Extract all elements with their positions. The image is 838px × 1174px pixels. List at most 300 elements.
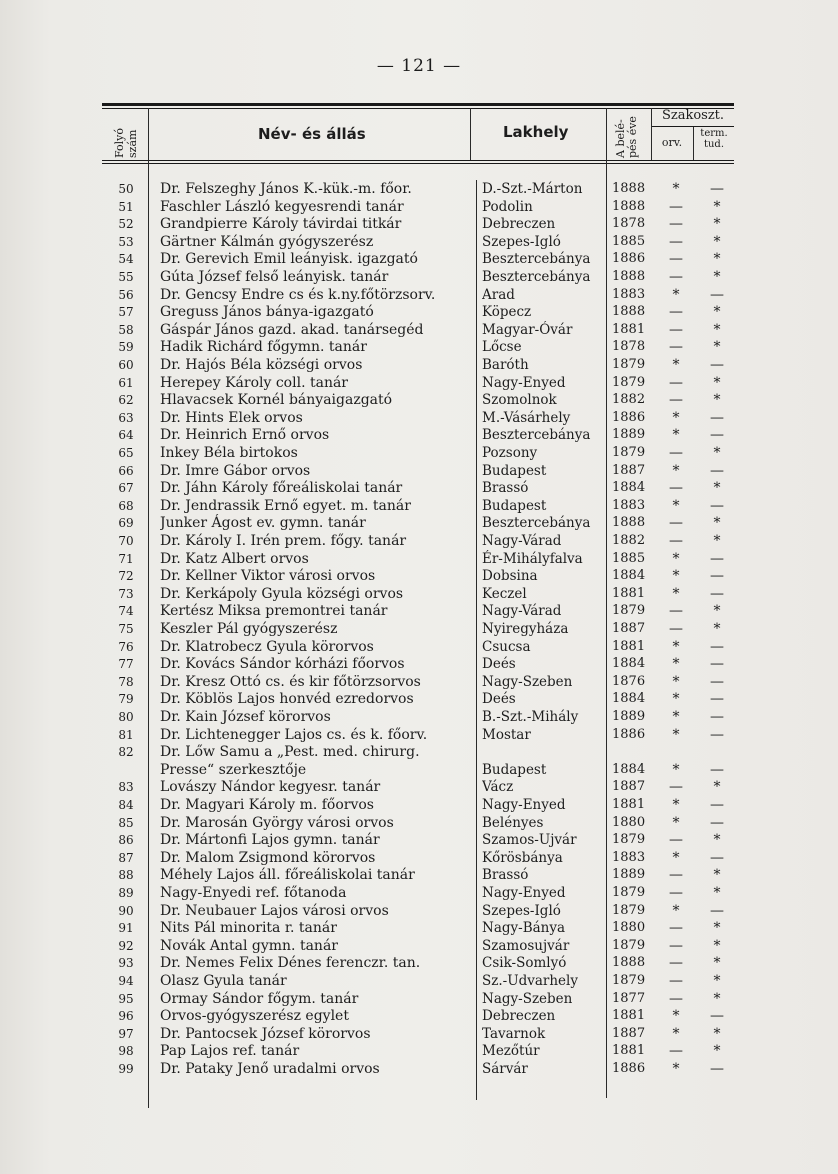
term-tud-mark: — bbox=[710, 1061, 724, 1077]
join-year: 1879 bbox=[612, 885, 646, 900]
table-row bbox=[0, 726, 838, 744]
row-number: 83 bbox=[118, 780, 134, 795]
join-year: 1887 bbox=[612, 462, 646, 478]
member-place: Besztercebánya bbox=[482, 251, 591, 268]
term-tud-mark: * bbox=[713, 321, 721, 338]
join-year: 1884 bbox=[612, 480, 646, 496]
member-place: Sz.-Udvarhely bbox=[482, 973, 578, 989]
join-year: 1887 bbox=[612, 779, 646, 795]
member-name: Dr. Heinrich Ernő orvos bbox=[160, 427, 330, 444]
table-row bbox=[0, 972, 838, 990]
row-number: 72 bbox=[118, 569, 134, 584]
orv-mark: * bbox=[672, 286, 680, 303]
term-tud-mark: — bbox=[710, 409, 724, 426]
join-year: 1876 bbox=[612, 673, 646, 689]
join-year: 1885 bbox=[612, 233, 646, 249]
row-number: 57 bbox=[118, 305, 134, 320]
term-tud-mark: — bbox=[710, 550, 724, 567]
term-tud-mark: * bbox=[713, 990, 721, 1007]
join-year: 1887 bbox=[612, 621, 646, 636]
table-row bbox=[0, 1060, 838, 1078]
orv-mark: * bbox=[672, 902, 680, 919]
orv-mark: — bbox=[669, 885, 683, 901]
term-tud-mark: * bbox=[713, 973, 721, 989]
row-number: 68 bbox=[118, 498, 134, 513]
join-year: 1884 bbox=[612, 656, 646, 672]
row-number: 87 bbox=[118, 850, 134, 865]
member-name: Dr. Imre Gábor orvos bbox=[160, 462, 311, 479]
term-tud-mark: * bbox=[713, 885, 721, 901]
member-place: Lőcse bbox=[482, 339, 522, 356]
member-place: Pozsony bbox=[482, 445, 538, 461]
join-year: 1879 bbox=[612, 603, 646, 619]
orv-mark: * bbox=[672, 357, 680, 373]
member-place: Magyar-Óvár bbox=[482, 321, 573, 338]
orv-mark: * bbox=[672, 638, 680, 655]
member-name: Dr. Kerkápoly Gyula községi orvos bbox=[160, 585, 404, 602]
term-tud-mark: — bbox=[710, 761, 724, 778]
member-name: Dr. Neubauer Lajos városi orvos bbox=[160, 902, 389, 919]
orv-mark: * bbox=[672, 1025, 680, 1042]
join-year: 1889 bbox=[612, 867, 646, 883]
row-number: 58 bbox=[118, 322, 134, 337]
join-year: 1878 bbox=[612, 339, 646, 355]
row-number: 60 bbox=[118, 358, 134, 372]
member-name: Herepey Károly coll. tanár bbox=[160, 374, 348, 391]
member-name: Inkey Béla birtokos bbox=[160, 445, 298, 461]
term-tud-mark: — bbox=[710, 656, 724, 673]
table-row bbox=[0, 268, 838, 286]
orv-mark: * bbox=[672, 181, 680, 197]
orv-mark: — bbox=[669, 480, 683, 497]
orv-mark: — bbox=[669, 603, 683, 620]
table-row bbox=[0, 532, 838, 550]
member-name: Pap Lajos ref. tanár bbox=[160, 1043, 300, 1060]
row-number: 67 bbox=[118, 481, 134, 496]
table-row bbox=[0, 849, 838, 867]
member-place: Podolin bbox=[482, 198, 533, 215]
table-row bbox=[0, 761, 838, 779]
member-name: Dr. Lőw Samu a „Pest. med. chirurg. bbox=[160, 744, 420, 761]
term-tud-mark: — bbox=[710, 638, 724, 655]
join-year: 1883 bbox=[612, 849, 646, 865]
join-year: 1882 bbox=[612, 533, 646, 548]
header-bottom-rule bbox=[102, 160, 734, 161]
member-place: Besztercebánya bbox=[482, 427, 591, 444]
table-row bbox=[0, 374, 838, 392]
member-name: Lovászy Nándor kegyesr. tanár bbox=[160, 779, 381, 796]
orv-mark: * bbox=[672, 585, 680, 602]
table-row bbox=[0, 655, 838, 673]
member-place: Szamos-Ujvár bbox=[482, 832, 577, 849]
join-year: 1883 bbox=[612, 286, 646, 302]
top-rule bbox=[102, 103, 734, 106]
member-name: Presse“ szerkesztője bbox=[160, 761, 307, 778]
header-nev-allas: Név- és állás bbox=[258, 125, 366, 143]
join-year: 1881 bbox=[612, 638, 646, 654]
member-place: M.-Vásárhely bbox=[482, 409, 571, 426]
member-place: Csik-Somlyó bbox=[482, 955, 567, 972]
member-place: Arad bbox=[482, 286, 515, 303]
row-number: 56 bbox=[118, 287, 134, 302]
table-row bbox=[0, 1042, 838, 1060]
row-number: 96 bbox=[118, 1009, 134, 1024]
orv-mark: — bbox=[669, 955, 683, 972]
member-place: Köpecz bbox=[482, 304, 532, 321]
row-number: 80 bbox=[118, 710, 134, 724]
term-tud-mark: * bbox=[713, 937, 721, 954]
row-number: 71 bbox=[118, 551, 134, 566]
join-year: 1888 bbox=[612, 198, 646, 214]
orv-mark: * bbox=[672, 1008, 680, 1025]
member-name: Dr. Jendrassik Ernő egyet. m. tanár bbox=[160, 497, 411, 514]
member-name: Dr. Gerevich Emil leányisk. igazgató bbox=[160, 251, 418, 268]
table-row bbox=[0, 286, 838, 304]
member-place: Brassó bbox=[482, 867, 529, 884]
join-year: 1879 bbox=[612, 374, 646, 390]
join-year: 1886 bbox=[612, 251, 646, 267]
join-year: 1886 bbox=[612, 1061, 646, 1076]
term-tud-mark: * bbox=[713, 445, 721, 461]
table-row bbox=[0, 567, 838, 585]
table-row bbox=[0, 338, 838, 356]
member-place: Deés bbox=[482, 656, 516, 673]
member-name: Kertész Miksa premontrei tanár bbox=[160, 603, 388, 620]
orv-mark: — bbox=[669, 920, 683, 937]
term-tud-mark: * bbox=[713, 269, 721, 285]
member-place: Nagy-Bánya bbox=[482, 920, 566, 937]
orv-mark: — bbox=[669, 867, 683, 884]
row-number: 77 bbox=[118, 657, 134, 672]
row-number: 95 bbox=[118, 991, 134, 1006]
row-number: 76 bbox=[118, 639, 134, 654]
table-row bbox=[0, 1007, 838, 1025]
join-year: 1882 bbox=[612, 392, 646, 408]
member-place: Baróth bbox=[482, 357, 529, 373]
join-year: 1883 bbox=[612, 497, 646, 513]
orv-mark: — bbox=[669, 374, 683, 391]
term-tud-mark: * bbox=[713, 233, 721, 250]
orv-mark: — bbox=[669, 392, 683, 409]
table-row bbox=[0, 1025, 838, 1043]
header-orv: orv. bbox=[661, 136, 683, 149]
table-row bbox=[0, 198, 838, 216]
member-place: Debreczen bbox=[482, 216, 556, 233]
member-name: Hadik Richárd főgymn. tanár bbox=[160, 339, 367, 356]
join-year: 1879 bbox=[612, 832, 646, 848]
join-year: 1879 bbox=[612, 937, 646, 953]
term-tud-mark: — bbox=[710, 585, 724, 602]
member-place: Tavarnok bbox=[482, 1025, 546, 1042]
row-number: 78 bbox=[118, 674, 134, 689]
page-number: — 121 — bbox=[376, 56, 462, 76]
term-tud-mark: * bbox=[713, 515, 721, 532]
member-place: Besztercebánya bbox=[482, 269, 591, 285]
join-year: 1886 bbox=[612, 409, 646, 425]
member-name: Dr. Kresz Ottó cs. és kir főtörzsorvos bbox=[160, 673, 421, 690]
term-tud-mark: — bbox=[710, 462, 724, 479]
join-year: 1889 bbox=[612, 709, 646, 724]
join-year: 1885 bbox=[612, 550, 646, 566]
orv-mark: — bbox=[669, 533, 683, 549]
orv-mark: — bbox=[669, 621, 683, 637]
orv-mark: — bbox=[669, 1043, 683, 1060]
member-place: Budapest bbox=[482, 462, 547, 479]
member-place: Debreczen bbox=[482, 1008, 556, 1025]
column-divider bbox=[470, 108, 471, 160]
member-place: Deés bbox=[482, 691, 516, 708]
join-year: 1879 bbox=[612, 445, 646, 460]
member-name: Dr. Mártonfi Lajos gymn. tanár bbox=[160, 832, 380, 849]
join-year: 1887 bbox=[612, 1025, 646, 1041]
member-name: Dr. Magyari Károly m. főorvos bbox=[160, 797, 374, 813]
term-tud-mark: * bbox=[713, 832, 721, 849]
member-place: Sárvár bbox=[482, 1061, 528, 1077]
member-name: Dr. Kellner Viktor városi orvos bbox=[160, 568, 376, 585]
join-year: 1888 bbox=[612, 304, 646, 320]
term-tud-mark: * bbox=[713, 216, 721, 233]
orv-mark: * bbox=[672, 797, 680, 813]
member-place: B.-Szt.-Mihály bbox=[482, 709, 579, 725]
term-tud-mark: * bbox=[713, 374, 721, 391]
orv-mark: — bbox=[669, 251, 683, 268]
row-number: 88 bbox=[118, 868, 134, 883]
header-polyo-szam: Folyó szám bbox=[113, 127, 139, 158]
member-name: Dr. Károly I. Irén prem. főgy. tanár bbox=[160, 533, 407, 549]
row-number: 86 bbox=[118, 833, 134, 848]
member-place: Nyiregyháza bbox=[482, 621, 569, 637]
join-year: 1888 bbox=[612, 269, 646, 284]
table-row bbox=[0, 814, 838, 832]
member-name: Dr. Pataky Jenő uradalmi orvos bbox=[160, 1061, 380, 1077]
row-number: 69 bbox=[118, 516, 134, 531]
orv-mark: — bbox=[669, 832, 683, 849]
term-tud-mark: * bbox=[713, 867, 721, 884]
join-year: 1888 bbox=[612, 955, 646, 971]
member-name: Dr. Jáhn Károly főreáliskolai tanár bbox=[160, 480, 403, 497]
table-row bbox=[0, 321, 838, 339]
member-name: Dr. Kain József körorvos bbox=[160, 709, 331, 725]
table-row bbox=[0, 233, 838, 251]
orv-mark: * bbox=[672, 409, 680, 426]
term-tud-mark: — bbox=[710, 709, 724, 725]
orv-mark: — bbox=[669, 779, 683, 796]
member-place: Mostar bbox=[482, 726, 531, 743]
member-place: Vácz bbox=[482, 779, 514, 796]
table-row bbox=[0, 409, 838, 427]
table-row bbox=[0, 585, 838, 603]
row-number: 53 bbox=[118, 234, 134, 249]
term-tud-mark: * bbox=[713, 955, 721, 972]
member-place: Nagy-Szeben bbox=[482, 990, 573, 1007]
orv-mark: — bbox=[669, 198, 683, 215]
member-name: Nagy-Enyedi ref. főtanoda bbox=[160, 885, 347, 901]
orv-mark: — bbox=[669, 233, 683, 250]
member-name: Dr. Kovács Sándor kórházi főorvos bbox=[160, 656, 405, 673]
member-place: Keczel bbox=[482, 585, 527, 602]
table-row bbox=[0, 831, 838, 849]
join-year: 1879 bbox=[612, 357, 646, 372]
join-year: 1884 bbox=[612, 568, 646, 584]
orv-mark: * bbox=[672, 656, 680, 673]
member-name: Nits Pál minorita r. tanár bbox=[160, 920, 337, 937]
join-year: 1881 bbox=[612, 321, 646, 337]
term-tud-mark: — bbox=[710, 814, 724, 831]
join-year: 1881 bbox=[612, 585, 646, 601]
header-szakoszt-rule bbox=[652, 126, 734, 127]
row-number: 92 bbox=[118, 938, 134, 953]
term-tud-mark: — bbox=[710, 902, 724, 919]
orv-mark: * bbox=[672, 497, 680, 514]
term-tud-mark: — bbox=[710, 797, 724, 813]
row-number: 91 bbox=[118, 921, 134, 936]
term-tud-mark: — bbox=[710, 1008, 724, 1025]
table-row bbox=[0, 550, 838, 568]
row-number: 62 bbox=[118, 393, 134, 408]
row-number: 74 bbox=[118, 604, 134, 619]
member-place: D.-Szt.-Márton bbox=[482, 181, 583, 197]
member-place: Dobsina bbox=[482, 568, 538, 585]
table-row bbox=[0, 866, 838, 884]
orv-mark: — bbox=[669, 339, 683, 356]
orv-mark: * bbox=[672, 673, 680, 690]
row-number: 50 bbox=[118, 182, 134, 196]
row-number: 51 bbox=[118, 199, 134, 214]
join-year: 1881 bbox=[612, 1043, 646, 1059]
member-place: Nagy-Enyed bbox=[482, 885, 566, 901]
table-row bbox=[0, 180, 838, 198]
member-name: Ormay Sándor főgym. tanár bbox=[160, 990, 359, 1007]
row-number: 61 bbox=[118, 375, 134, 390]
row-number: 59 bbox=[118, 340, 134, 355]
term-tud-mark: — bbox=[710, 497, 724, 514]
table-row bbox=[0, 884, 838, 902]
term-tud-mark: * bbox=[713, 198, 721, 215]
member-name: Dr. Marosán György városi orvos bbox=[160, 814, 394, 831]
term-tud-mark: — bbox=[710, 849, 724, 866]
table-row bbox=[0, 743, 838, 761]
member-name: Hlavacsek Kornél bányaigazgató bbox=[160, 392, 393, 409]
table-row bbox=[0, 990, 838, 1008]
row-number: 52 bbox=[118, 217, 134, 232]
member-name: Dr. Lichtenegger Lajos cs. és k. főorv. bbox=[160, 726, 428, 743]
row-number: 79 bbox=[118, 692, 134, 707]
row-number: 93 bbox=[118, 956, 134, 971]
join-year: 1880 bbox=[612, 920, 646, 936]
join-year: 1884 bbox=[612, 761, 646, 777]
table-row bbox=[0, 462, 838, 480]
join-year: 1878 bbox=[612, 216, 646, 232]
member-place: Nagy-Enyed bbox=[482, 374, 566, 391]
member-place: Kőrösbánya bbox=[482, 849, 563, 866]
table-row bbox=[0, 673, 838, 691]
member-name: Gärtner Kálmán gyógyszerész bbox=[160, 233, 374, 250]
join-year: 1888 bbox=[612, 515, 646, 531]
member-place: Besztercebánya bbox=[482, 515, 591, 532]
member-place: Nagy-Szeben bbox=[482, 673, 573, 690]
member-place: Szomolnok bbox=[482, 392, 557, 409]
row-number: 75 bbox=[118, 622, 134, 636]
member-name: Dr. Malom Zsigmond körorvos bbox=[160, 849, 376, 866]
row-number: 65 bbox=[118, 446, 134, 460]
term-tud-mark: * bbox=[713, 339, 721, 356]
term-tud-mark: * bbox=[713, 392, 721, 409]
orv-mark: * bbox=[672, 726, 680, 743]
term-tud-mark: * bbox=[713, 920, 721, 937]
orv-mark: — bbox=[669, 216, 683, 233]
table-row bbox=[0, 444, 838, 462]
orv-mark: — bbox=[669, 937, 683, 954]
member-name: Greguss János bánya-igazgató bbox=[160, 304, 374, 321]
orv-mark: — bbox=[669, 304, 683, 321]
term-tud-mark: * bbox=[713, 603, 721, 620]
member-name: Junker Ágost ev. gymn. tanár bbox=[160, 515, 366, 532]
member-name: Gúta József felső leányisk. tanár bbox=[160, 269, 389, 285]
table-row bbox=[0, 796, 838, 814]
table-row bbox=[0, 902, 838, 920]
orv-mark: * bbox=[672, 849, 680, 866]
term-tud-mark: — bbox=[710, 286, 724, 303]
term-tud-mark: * bbox=[713, 779, 721, 796]
member-name: Faschler László kegyesrendi tanár bbox=[160, 198, 404, 215]
orv-mark: — bbox=[669, 445, 683, 461]
member-name: Dr. Pantocsek József körorvos bbox=[160, 1025, 371, 1042]
join-year: 1884 bbox=[612, 691, 646, 707]
join-year: 1889 bbox=[612, 427, 646, 443]
orv-mark: * bbox=[672, 427, 680, 444]
row-number: 63 bbox=[118, 410, 134, 425]
join-year: 1886 bbox=[612, 726, 646, 742]
table-row bbox=[0, 497, 838, 515]
orv-mark: * bbox=[672, 709, 680, 725]
orv-mark: * bbox=[672, 814, 680, 831]
table-row bbox=[0, 708, 838, 726]
orv-mark: — bbox=[669, 321, 683, 338]
row-number: 99 bbox=[118, 1062, 134, 1076]
term-tud-mark: * bbox=[713, 251, 721, 268]
table-row bbox=[0, 602, 838, 620]
member-place: Szepes-Igló bbox=[482, 902, 561, 919]
orv-mark: * bbox=[672, 568, 680, 585]
term-tud-mark: * bbox=[713, 480, 721, 497]
orv-mark: — bbox=[669, 990, 683, 1007]
member-name: Keszler Pál gyógyszerész bbox=[160, 621, 338, 637]
row-number: 64 bbox=[118, 428, 134, 443]
orv-mark: * bbox=[672, 462, 680, 479]
row-number: 84 bbox=[118, 798, 134, 812]
row-number: 90 bbox=[118, 903, 134, 918]
row-number: 73 bbox=[118, 586, 134, 601]
member-place: Nagy-Várad bbox=[482, 533, 562, 549]
term-tud-mark: — bbox=[710, 181, 724, 197]
member-place: Nagy-Enyed bbox=[482, 797, 566, 813]
table-row bbox=[0, 690, 838, 708]
member-place: Szamosujvár bbox=[482, 937, 570, 954]
table-row bbox=[0, 303, 838, 321]
row-number: 85 bbox=[118, 815, 134, 830]
member-name: Novák Antal gymn. tanár bbox=[160, 937, 338, 954]
join-year: 1881 bbox=[612, 797, 646, 812]
member-place: Budapest bbox=[482, 497, 547, 514]
orv-mark: * bbox=[672, 1061, 680, 1077]
table-row bbox=[0, 426, 838, 444]
term-tud-mark: — bbox=[710, 568, 724, 585]
term-tud-mark: * bbox=[713, 1043, 721, 1060]
term-tud-mark: — bbox=[710, 691, 724, 708]
row-number: 89 bbox=[118, 886, 134, 900]
row-number: 94 bbox=[118, 974, 134, 988]
join-year: 1881 bbox=[612, 1008, 646, 1024]
